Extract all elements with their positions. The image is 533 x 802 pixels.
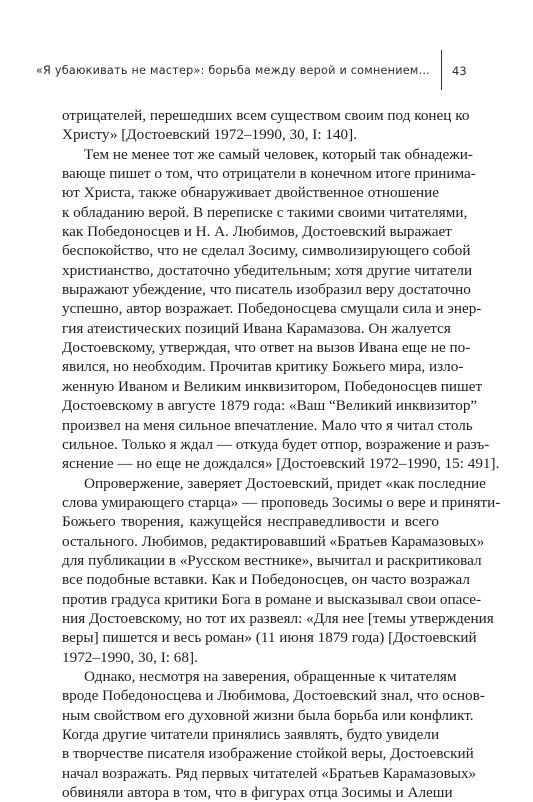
- text-line: вающе пишет о том, что отрицатели в конечном итоге принима-: [62, 165, 476, 183]
- text-line: Христу» [Достоевский 1972–1990, 30, I: 140].: [62, 126, 357, 144]
- text-line: Божьего творения, кажущейся несправедливости и всего: [62, 513, 439, 531]
- paragraph-2: [62, 145, 500, 474]
- text-body: [62, 106, 501, 802]
- text-line: веры] пишется и весь роман» (11 июня 1879 года) [Достоевский: [62, 629, 477, 647]
- text-line: против градуса критики Бога в романе и высказывал свои опасе-: [62, 590, 482, 608]
- text-line: 1972–1990, 30, I: 68].: [62, 648, 198, 666]
- text-line: в творчестве писателя изображение стойкой веры, Достоевский: [62, 745, 474, 763]
- text-line: начал возражать. Ряд первых читателей «Братьев Карамазовых»: [62, 764, 477, 782]
- paragraph-3: [62, 474, 501, 667]
- text-line: к обладанию верой. В переписке с такими своими читателями,: [62, 203, 468, 221]
- text-line: Достоевскому в августе 1879 года: «Ваш “Великий инквизитор”: [62, 397, 478, 415]
- header-divider: [441, 50, 442, 90]
- text-line: все подобные вставки. Как и Победоносцев, он часто возражал: [62, 571, 471, 589]
- text-line: гия атеистических позиций Ивана Карамазова. Он жалуется: [62, 319, 451, 337]
- text-line: как Победоносцев и Н. А. Любимов, Достоевский выражает: [62, 223, 452, 241]
- text-line: сильное. Только я ждал — откуда будет отпор, возражение и разъ-: [62, 435, 490, 453]
- text-line: для публикации в «Русском вестнике», вычитал и раскритиковал: [62, 551, 482, 569]
- paragraph-4: [62, 667, 485, 802]
- text-line: женную Иваном и Великим инквизитором, Победоносцев пишет: [62, 377, 483, 395]
- text-line: Однако, несмотря на заверения, обращенные к читателям: [84, 667, 457, 685]
- text-line: Когда другие читатели принялись заявлять, будто увидели: [62, 726, 440, 743]
- text-line: вроде Победоносцева и Любимова, Достоевский знал, что основ-: [62, 687, 485, 705]
- text-line: отрицателей, перешедших всем существом своим под конец ко: [62, 107, 470, 124]
- running-head-title: «Я убаюкивать не мастер»: борьба между верой и сомнением...: [35, 64, 430, 77]
- text-line: обвиняли автора в том, что в фигурах отца Зосимы и Алеши: [62, 784, 453, 802]
- text-line: христианство, достаточно убедительным; хотя другие читатели: [62, 261, 473, 279]
- text-line: успешно, автор возражает. Победоносцева смущали сила и энер-: [62, 300, 482, 318]
- text-line: остального. Любимов, редактировавший «Братьев Карамазовых»: [62, 532, 485, 550]
- text-line: ния Достоевскому, но тот их развеял: «Для нее [темы утверждения: [62, 609, 494, 627]
- text-line: явился, но необходим. Прочитав критику Божьего мира, изло-: [62, 358, 464, 376]
- text-line: беспокойство, что не сделал Зосиму, символизирующего собой: [62, 242, 471, 260]
- page-number: 43: [452, 64, 467, 78]
- text-line: Достоевскому, утверждая, что ответ на вызов Ивана еще не по-: [62, 339, 471, 357]
- text-line: яснение — но еще не дождался» [Достоевский 1972–1990, 15: 491].: [62, 455, 500, 473]
- text-line: выражают убеждение, что писатель изобразил веру достаточно: [62, 281, 471, 299]
- text-line: Тем не менее тот же самый человек, который так обнадежи-: [84, 145, 473, 163]
- text-line: Опровержение, заверяет Достоевский, придет «как последние: [84, 474, 486, 492]
- text-line: слова умирающего старца» — проповедь Зосимы о вере и приняти-: [62, 493, 501, 511]
- text-line: ют Христа, также обнаруживает двойственное отношение: [62, 184, 439, 202]
- text-line: произвел на меня сильное впечатление. Мало что я читал столь: [62, 416, 473, 434]
- paragraph-1: [62, 106, 470, 145]
- text-line: ным свойством его духовной жизни была борьба или конфликт.: [62, 706, 474, 724]
